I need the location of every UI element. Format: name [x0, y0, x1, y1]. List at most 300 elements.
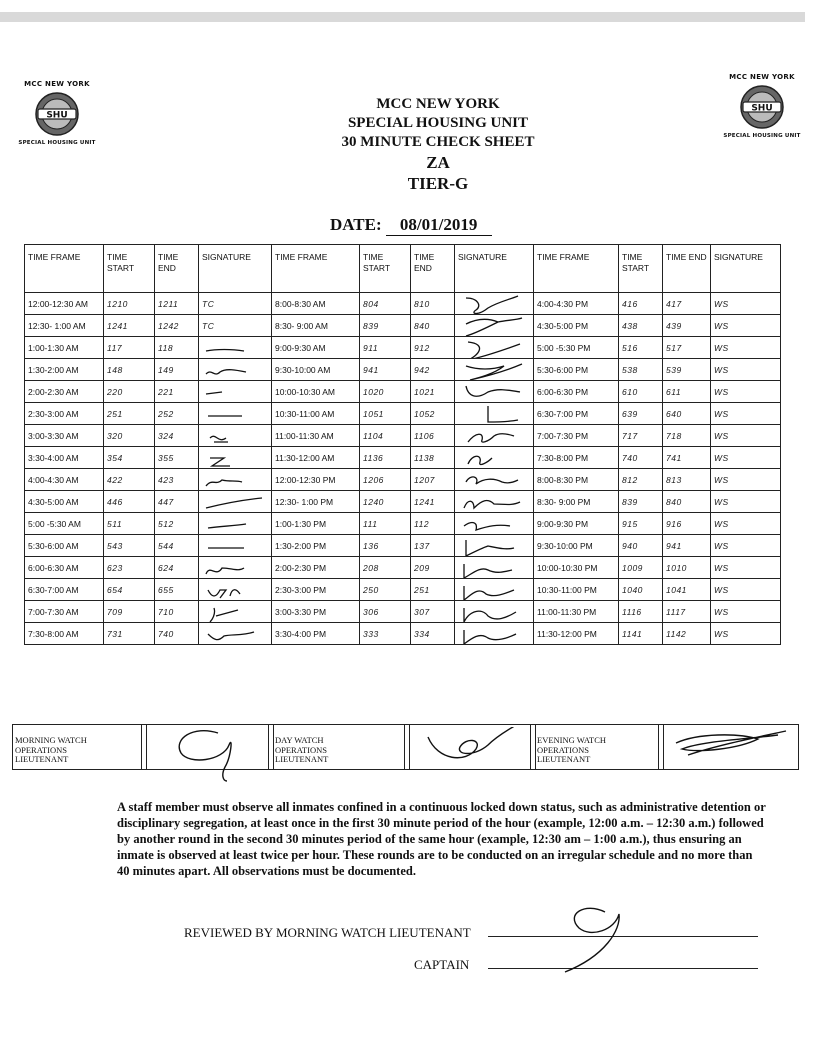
time-start-cell: 1009 [619, 557, 663, 579]
header-cell: TIME FRAME [25, 245, 104, 293]
signature-cell [455, 447, 534, 469]
time-frame-cell: 3:00-3:30 AM [25, 425, 104, 447]
label-line: MORNING WATCH [15, 735, 87, 745]
signature-cell: TC [199, 315, 272, 337]
time-start-cell: 1206 [360, 469, 411, 491]
time-start-cell: 1104 [360, 425, 411, 447]
time-frame-cell: 12:00-12:30 AM [25, 293, 104, 315]
handwritten-signature [458, 492, 530, 512]
divider [658, 725, 659, 769]
signature-initials-cell: WS [711, 293, 781, 315]
time-start-cell: 511 [104, 513, 155, 535]
time-start-cell: 839 [619, 491, 663, 513]
review-signature [545, 900, 635, 975]
time-end-cell: 718 [663, 425, 711, 447]
time-frame-cell: 4:30-5:00 AM [25, 491, 104, 513]
handwritten-signature [458, 448, 530, 468]
signature-initials-cell: WS [711, 469, 781, 491]
time-start-cell: 940 [619, 535, 663, 557]
time-start-cell: 812 [619, 469, 663, 491]
time-frame-cell: 3:30-4:00 PM [272, 623, 360, 645]
time-frame-cell: 11:30-12:00 AM [272, 447, 360, 469]
handwritten-signature [202, 338, 268, 358]
time-start-cell: 117 [104, 337, 155, 359]
policy-notice: A staff member must observe all inmates confined in a continuous locked down status, such as administrative detention or disciplinary segregation, at least once in the first 30 minute period of the hour (example, 12:00 a.m. – 12:30 a.m.) followed by another round in the second 30 minutes period of the same hour (example, 12:30 am – 1:00 a.m.), thus ensuring an inmate is observed at least twice per hour. These rounds are to be conducted on an irregular schedule and no more than 40 minutes apart. All observations must be documented. [117, 800, 766, 878]
date-line [330, 215, 492, 236]
signature-cell [455, 491, 534, 513]
time-end-cell: 209 [411, 557, 455, 579]
time-start-cell: 416 [619, 293, 663, 315]
time-frame-cell: 10:30-11:00 PM [534, 579, 619, 601]
time-end-cell: 517 [663, 337, 711, 359]
table-row [25, 447, 781, 469]
handwritten-signature [458, 558, 530, 578]
table-row [25, 491, 781, 513]
header-cell: TIME END [411, 245, 455, 293]
signature-initials-cell: WS [711, 623, 781, 645]
divider [146, 725, 147, 769]
title-block [280, 95, 596, 194]
time-end-cell: 741 [663, 447, 711, 469]
time-start-cell: 623 [104, 557, 155, 579]
handwritten-signature [202, 580, 268, 600]
time-end-cell: 149 [155, 359, 199, 381]
time-end-cell: 655 [155, 579, 199, 601]
time-frame-cell: 12:30- 1:00 AM [25, 315, 104, 337]
time-end-cell: 1241 [411, 491, 455, 513]
handwritten-signature [458, 624, 530, 644]
header-row [25, 245, 781, 293]
time-start-cell: 639 [619, 403, 663, 425]
time-frame-cell: 2:00-2:30 AM [25, 381, 104, 403]
time-end-cell: 539 [663, 359, 711, 381]
time-frame-cell: 11:00-11:30 AM [272, 425, 360, 447]
signature-cell [455, 381, 534, 403]
time-start-cell: 446 [104, 491, 155, 513]
signature-cell [455, 315, 534, 337]
time-start-cell: 111 [360, 513, 411, 535]
time-frame-cell: 5:00 -5:30 PM [534, 337, 619, 359]
time-end-cell: 1010 [663, 557, 711, 579]
signature-initials-cell: WS [711, 513, 781, 535]
table-row [25, 293, 781, 315]
signature-cell [199, 359, 272, 381]
time-frame-cell: 12:30- 1:00 PM [272, 491, 360, 513]
time-end-cell: 334 [411, 623, 455, 645]
signature-initials-cell: WS [711, 557, 781, 579]
time-end-cell: 912 [411, 337, 455, 359]
time-end-cell: 942 [411, 359, 455, 381]
time-frame-cell: 2:00-2:30 PM [272, 557, 360, 579]
date-value: 08/01/2019 [386, 215, 492, 236]
signature-cell [199, 579, 272, 601]
time-frame-cell: 10:30-11:00 AM [272, 403, 360, 425]
time-frame-cell: 5:30-6:00 AM [25, 535, 104, 557]
handwritten-signature [458, 514, 530, 534]
seal-text-right: SHU [751, 103, 773, 114]
handwritten-signature [202, 536, 268, 556]
handwritten-signature [458, 580, 530, 600]
logo-right [717, 73, 807, 139]
divider [141, 725, 142, 769]
signature-cell [199, 403, 272, 425]
scan-top-edge [0, 12, 805, 22]
time-start-cell: 148 [104, 359, 155, 381]
time-end-cell: 840 [411, 315, 455, 337]
time-end-cell: 1117 [663, 601, 711, 623]
handwritten-signature [458, 360, 530, 380]
signature-initials-cell: WS [711, 579, 781, 601]
time-frame-cell: 8:00-8:30 AM [272, 293, 360, 315]
signature-initials-cell: WS [711, 315, 781, 337]
watch-signature-strip [12, 724, 799, 770]
time-end-cell: 916 [663, 513, 711, 535]
table-row [25, 623, 781, 645]
header-cell: TIME END [155, 245, 199, 293]
label-line: LIEUTENANT [275, 754, 329, 764]
time-start-cell: 1116 [619, 601, 663, 623]
time-start-cell: 804 [360, 293, 411, 315]
table-row [25, 557, 781, 579]
time-end-cell: 941 [663, 535, 711, 557]
time-end-cell: 1242 [155, 315, 199, 337]
signature-cell [455, 359, 534, 381]
lieutenant-review-label: REVIEWED BY MORNING WATCH LIEUTENANT [184, 925, 471, 940]
divider [404, 725, 405, 769]
time-end-cell: 624 [155, 557, 199, 579]
time-start-cell: 839 [360, 315, 411, 337]
morning-watch-label [15, 736, 87, 765]
signature-cell [455, 337, 534, 359]
time-frame-cell: 4:00-4:30 PM [534, 293, 619, 315]
signature-initials-cell: WS [711, 447, 781, 469]
table-row [25, 513, 781, 535]
time-frame-cell: 6:30-7:00 AM [25, 579, 104, 601]
divider [663, 725, 664, 769]
time-frame-cell: 7:00-7:30 PM [534, 425, 619, 447]
evening-lieutenant-signature [668, 727, 793, 767]
time-start-cell: 422 [104, 469, 155, 491]
time-start-cell: 250 [360, 579, 411, 601]
time-end-cell: 137 [411, 535, 455, 557]
time-frame-cell: 11:30-12:00 PM [534, 623, 619, 645]
signature-initials-cell: WS [711, 601, 781, 623]
time-frame-cell: 3:00-3:30 PM [272, 601, 360, 623]
time-frame-cell: 3:30-4:00 AM [25, 447, 104, 469]
header-cell: SIGNATURE [711, 245, 781, 293]
handwritten-signature [458, 338, 530, 358]
time-end-cell: 813 [663, 469, 711, 491]
sheet-title: 30 MINUTE CHECK SHEET [341, 134, 535, 150]
table-row [25, 469, 781, 491]
handwritten-signature [458, 470, 530, 490]
time-frame-cell: 8:30- 9:00 AM [272, 315, 360, 337]
time-end-cell: 544 [155, 535, 199, 557]
tier-title: TIER-G [407, 174, 469, 193]
signature-cell [455, 513, 534, 535]
divider [530, 725, 531, 769]
handwritten-signature [202, 382, 268, 402]
label-line: LIEUTENANT [537, 754, 591, 764]
day-lieutenant-signature [418, 727, 518, 767]
signature-initials-cell: WS [711, 425, 781, 447]
time-frame-cell: 8:30- 9:00 PM [534, 491, 619, 513]
org-title: MCC NEW YORK [376, 96, 500, 112]
table-row [25, 425, 781, 447]
label-line: DAY WATCH [275, 735, 324, 745]
time-end-cell: 1106 [411, 425, 455, 447]
header-cell: TIME END [663, 245, 711, 293]
time-start-cell: 654 [104, 579, 155, 601]
handwritten-signature [202, 360, 268, 380]
handwritten-signature [458, 426, 530, 446]
handwritten-signature [202, 404, 268, 424]
time-start-cell: 438 [619, 315, 663, 337]
time-end-cell: 112 [411, 513, 455, 535]
table-row [25, 535, 781, 557]
time-frame-cell: 6:00-6:30 AM [25, 557, 104, 579]
handwritten-signature [458, 404, 530, 424]
time-end-cell: 251 [411, 579, 455, 601]
unit-title: SPECIAL HOUSING UNIT [347, 115, 529, 131]
time-end-cell: 252 [155, 403, 199, 425]
handwritten-signature [202, 492, 268, 512]
logo-right-bottom-text: SPECIAL HOUSING UNIT [723, 133, 801, 139]
signature-cell [455, 425, 534, 447]
handwritten-signature [458, 382, 530, 402]
label-line: LIEUTENANT [15, 754, 69, 764]
time-frame-cell: 5:30-6:00 PM [534, 359, 619, 381]
time-frame-cell: 1:30-2:00 PM [272, 535, 360, 557]
time-end-cell: 512 [155, 513, 199, 535]
handwritten-signature [202, 624, 268, 644]
time-start-cell: 740 [619, 447, 663, 469]
divider [268, 725, 269, 769]
time-start-cell: 911 [360, 337, 411, 359]
table-row [25, 403, 781, 425]
time-end-cell: 439 [663, 315, 711, 337]
time-start-cell: 220 [104, 381, 155, 403]
time-start-cell: 516 [619, 337, 663, 359]
time-end-cell: 1052 [411, 403, 455, 425]
signature-cell [199, 535, 272, 557]
signature-cell [199, 381, 272, 403]
time-end-cell: 118 [155, 337, 199, 359]
time-start-cell: 1040 [619, 579, 663, 601]
time-start-cell: 915 [619, 513, 663, 535]
time-start-cell: 731 [104, 623, 155, 645]
signature-initials-cell: WS [711, 381, 781, 403]
signature-initials-cell: WS [711, 535, 781, 557]
handwritten-signature [458, 316, 530, 336]
table-row [25, 579, 781, 601]
signature-cell [455, 601, 534, 623]
day-watch-label [275, 736, 328, 765]
time-frame-cell: 6:30-7:00 PM [534, 403, 619, 425]
time-end-cell: 1021 [411, 381, 455, 403]
signature-cell [199, 513, 272, 535]
evening-watch-label [537, 736, 606, 765]
header-cell: TIME START [360, 245, 411, 293]
time-end-cell: 1211 [155, 293, 199, 315]
time-frame-cell: 9:00-9:30 AM [272, 337, 360, 359]
time-start-cell: 1051 [360, 403, 411, 425]
seal-text-left: SHU [46, 110, 68, 121]
time-end-cell: 1142 [663, 623, 711, 645]
time-end-cell: 740 [155, 623, 199, 645]
time-end-cell: 1207 [411, 469, 455, 491]
signature-initials-cell: WS [711, 491, 781, 513]
time-start-cell: 941 [360, 359, 411, 381]
signature-cell [455, 623, 534, 645]
signature-cell [455, 403, 534, 425]
time-start-cell: 610 [619, 381, 663, 403]
signature-cell [199, 623, 272, 645]
time-end-cell: 417 [663, 293, 711, 315]
signature-cell [199, 425, 272, 447]
time-frame-cell: 9:30-10:00 AM [272, 359, 360, 381]
time-frame-cell: 4:00-4:30 AM [25, 469, 104, 491]
time-start-cell: 1241 [104, 315, 155, 337]
time-start-cell: 251 [104, 403, 155, 425]
time-start-cell: 306 [360, 601, 411, 623]
time-frame-cell: 10:00-10:30 AM [272, 381, 360, 403]
header-cell: SIGNATURE [455, 245, 534, 293]
signature-cell [455, 535, 534, 557]
time-start-cell: 1020 [360, 381, 411, 403]
time-end-cell: 423 [155, 469, 199, 491]
time-end-cell: 640 [663, 403, 711, 425]
time-frame-cell: 2:30-3:00 AM [25, 403, 104, 425]
time-start-cell: 333 [360, 623, 411, 645]
seal-icon [739, 84, 785, 130]
logo-left-top-text: MCC NEW YORK [24, 80, 90, 88]
handwritten-signature [458, 602, 530, 622]
signature-cell [199, 337, 272, 359]
time-start-cell: 354 [104, 447, 155, 469]
divider [273, 725, 274, 769]
signature-cell [455, 579, 534, 601]
signature-cell [455, 557, 534, 579]
label-line: OPERATIONS [275, 744, 327, 755]
signature-cell [199, 491, 272, 513]
handwritten-signature [202, 448, 268, 468]
time-frame-cell: 1:00-1:30 PM [272, 513, 360, 535]
time-start-cell: 1141 [619, 623, 663, 645]
time-end-cell: 611 [663, 381, 711, 403]
time-frame-cell: 5:00 -5:30 AM [25, 513, 104, 535]
signature-cell [455, 293, 534, 315]
time-end-cell: 1138 [411, 447, 455, 469]
handwritten-signature [202, 470, 268, 490]
date-label: DATE: [330, 215, 382, 234]
time-frame-cell: 1:00-1:30 AM [25, 337, 104, 359]
time-start-cell: 208 [360, 557, 411, 579]
captain-label: CAPTAIN [414, 957, 470, 972]
signature-cell: TC [199, 293, 272, 315]
time-start-cell: 136 [360, 535, 411, 557]
label-line: OPERATIONS [537, 744, 589, 755]
header-cell: TIME FRAME [534, 245, 619, 293]
time-end-cell: 324 [155, 425, 199, 447]
handwritten-signature [458, 536, 530, 556]
morning-lieutenant-signature [163, 727, 253, 783]
time-end-cell: 810 [411, 293, 455, 315]
time-frame-cell: 11:00-11:30 PM [534, 601, 619, 623]
handwritten-signature [202, 602, 268, 622]
time-frame-cell: 7:30-8:00 AM [25, 623, 104, 645]
label-line: EVENING WATCH [537, 735, 607, 745]
header-cell: TIME START [619, 245, 663, 293]
header-cell: TIME START [104, 245, 155, 293]
time-start-cell: 709 [104, 601, 155, 623]
time-end-cell: 355 [155, 447, 199, 469]
time-frame-cell: 7:30-8:00 PM [534, 447, 619, 469]
logo-left [12, 80, 102, 146]
time-end-cell: 710 [155, 601, 199, 623]
time-frame-cell: 7:00-7:30 AM [25, 601, 104, 623]
signature-initials-cell: WS [711, 359, 781, 381]
table-row [25, 601, 781, 623]
divider [409, 725, 410, 769]
time-frame-cell: 4:30-5:00 PM [534, 315, 619, 337]
signature-cell [199, 447, 272, 469]
time-frame-cell: 2:30-3:00 PM [272, 579, 360, 601]
table-row [25, 315, 781, 337]
signature-cell [199, 557, 272, 579]
handwritten-signature [202, 558, 268, 578]
time-end-cell: 307 [411, 601, 455, 623]
table-row [25, 359, 781, 381]
time-frame-cell: 12:00-12:30 PM [272, 469, 360, 491]
unit-code: ZA [426, 153, 450, 172]
time-frame-cell: 6:00-6:30 PM [534, 381, 619, 403]
header-cell: SIGNATURE [199, 245, 272, 293]
time-start-cell: 1136 [360, 447, 411, 469]
time-end-cell: 221 [155, 381, 199, 403]
label-line: OPERATIONS [15, 744, 67, 755]
logo-right-top-text: MCC NEW YORK [729, 73, 795, 81]
time-frame-cell: 10:00-10:30 PM [534, 557, 619, 579]
header-cell: TIME FRAME [272, 245, 360, 293]
time-frame-cell: 9:30-10:00 PM [534, 535, 619, 557]
signature-cell [455, 469, 534, 491]
time-start-cell: 543 [104, 535, 155, 557]
divider [535, 725, 536, 769]
seal-icon [34, 91, 80, 137]
logo-left-bottom-text: SPECIAL HOUSING UNIT [18, 140, 96, 146]
time-start-cell: 1240 [360, 491, 411, 513]
table-row [25, 381, 781, 403]
signature-cell [199, 601, 272, 623]
time-frame-cell: 8:00-8:30 PM [534, 469, 619, 491]
time-end-cell: 447 [155, 491, 199, 513]
handwritten-signature [202, 426, 268, 446]
time-frame-cell: 9:00-9:30 PM [534, 513, 619, 535]
time-start-cell: 1210 [104, 293, 155, 315]
signature-initials-cell: WS [711, 403, 781, 425]
handwritten-signature [202, 514, 268, 534]
check-table [24, 244, 781, 645]
time-frame-cell: 1:30-2:00 AM [25, 359, 104, 381]
time-end-cell: 1041 [663, 579, 711, 601]
time-start-cell: 717 [619, 425, 663, 447]
table-row [25, 337, 781, 359]
time-start-cell: 320 [104, 425, 155, 447]
time-start-cell: 538 [619, 359, 663, 381]
signature-initials-cell: WS [711, 337, 781, 359]
time-end-cell: 840 [663, 491, 711, 513]
